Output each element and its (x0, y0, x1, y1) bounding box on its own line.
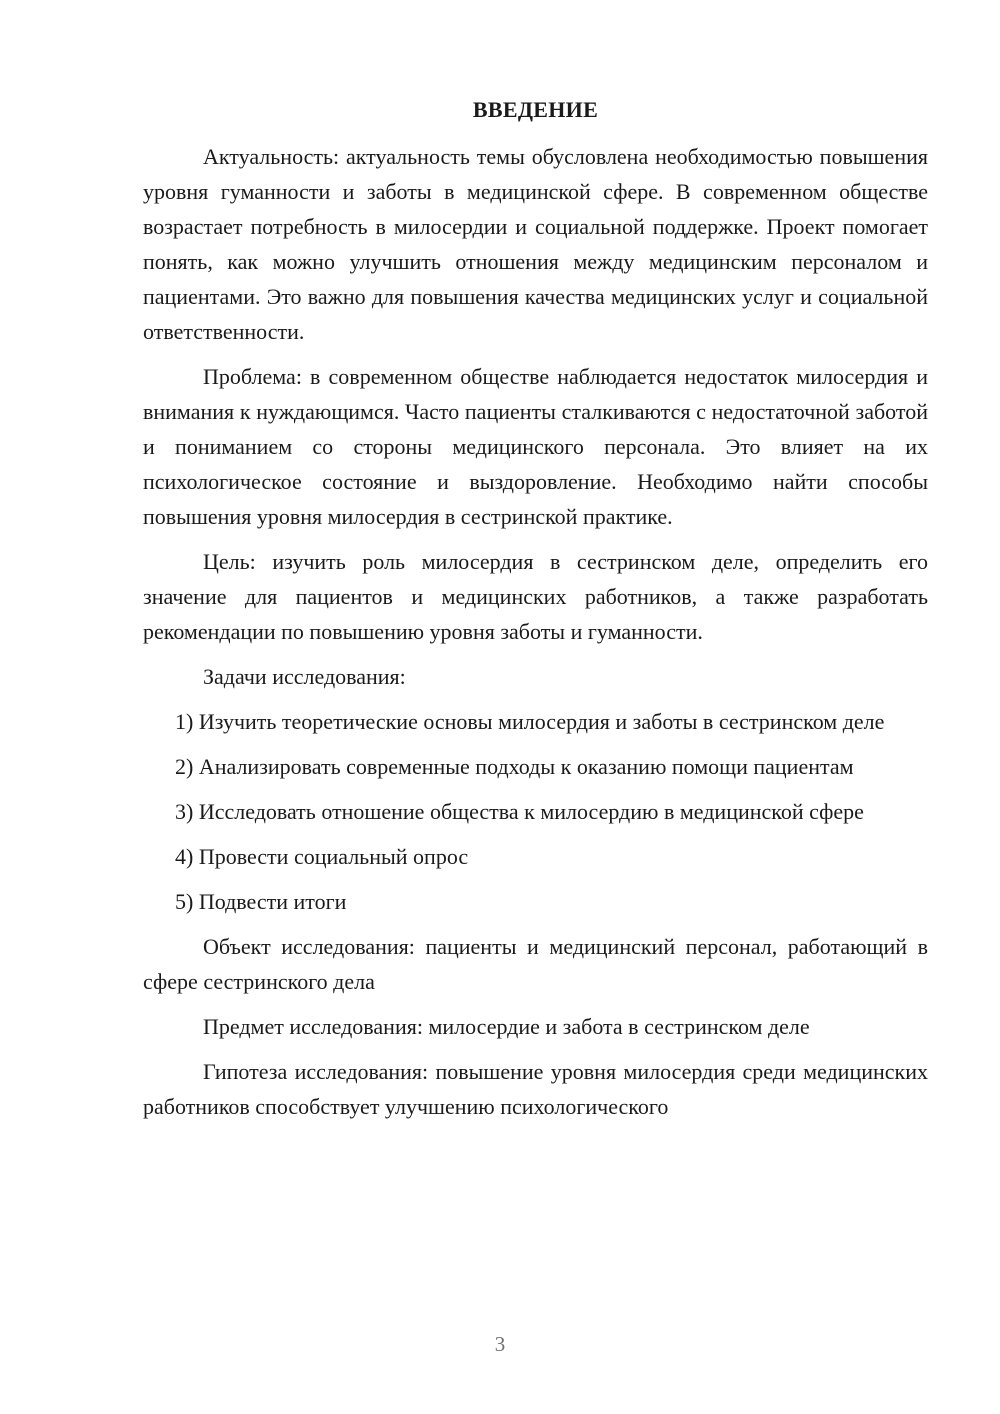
paragraph-goal: Цель: изучить роль милосердия в сестринском деле, определить его значение для пациентов и медицинских работников, а также разработать рекомендации по повышению уровня заботы и гуманности. (143, 549, 928, 644)
task-item-1: 1) Изучить теоретические основы милосердия и заботы в сестринском деле (175, 709, 885, 734)
tasks-heading: Задачи исследования: (203, 664, 406, 689)
paragraph-problem: Проблема: в современном обществе наблюдается недостаток милосердия и внимания к нуждающимся. Часто пациенты сталкиваются с недостаточной заботой и пониманием со стороны медицинского персонала. Это влияет на их психологическое состояние и выздоровление. Необходимо найти способы повышения уровня милосердия в сестринской практике. (143, 364, 928, 529)
paragraph-hypothesis: Гипотеза исследования: повышение уровня милосердия среди медицинских работников способствует улучшению психологического (143, 1059, 928, 1119)
task-item-5: 5) Подвести итоги (175, 889, 347, 914)
task-item-2: 2) Анализировать современные подходы к оказанию помощи пациентам (175, 754, 854, 779)
task-item-3: 3) Исследовать отношение общества к милосердию в медицинской сфере (175, 799, 864, 824)
page-content (143, 92, 928, 1124)
paragraph-relevance: Актуальность: актуальность темы обусловлена необходимостью повышения уровня гуманности и заботы в медицинской сфере. В современном обществе возрастает потребность в милосердии и социальной поддержке. Проект помогает понять, как можно улучшить отношения между медицинским персоналом и пациентами. Это важно для повышения качества медицинских услуг и социальной ответственности. (143, 144, 928, 344)
paragraph-subject: Предмет исследования: милосердие и забота в сестринском деле (203, 1014, 810, 1039)
section-title: ВВЕДЕНИЕ (472, 97, 599, 122)
task-item-4: 4) Провести социальный опрос (175, 844, 469, 869)
page-number: 3 (494, 1332, 506, 1356)
paragraph-object: Объект исследования: пациенты и медицинский персонал, работающий в сфере сестринского дела (143, 934, 928, 994)
